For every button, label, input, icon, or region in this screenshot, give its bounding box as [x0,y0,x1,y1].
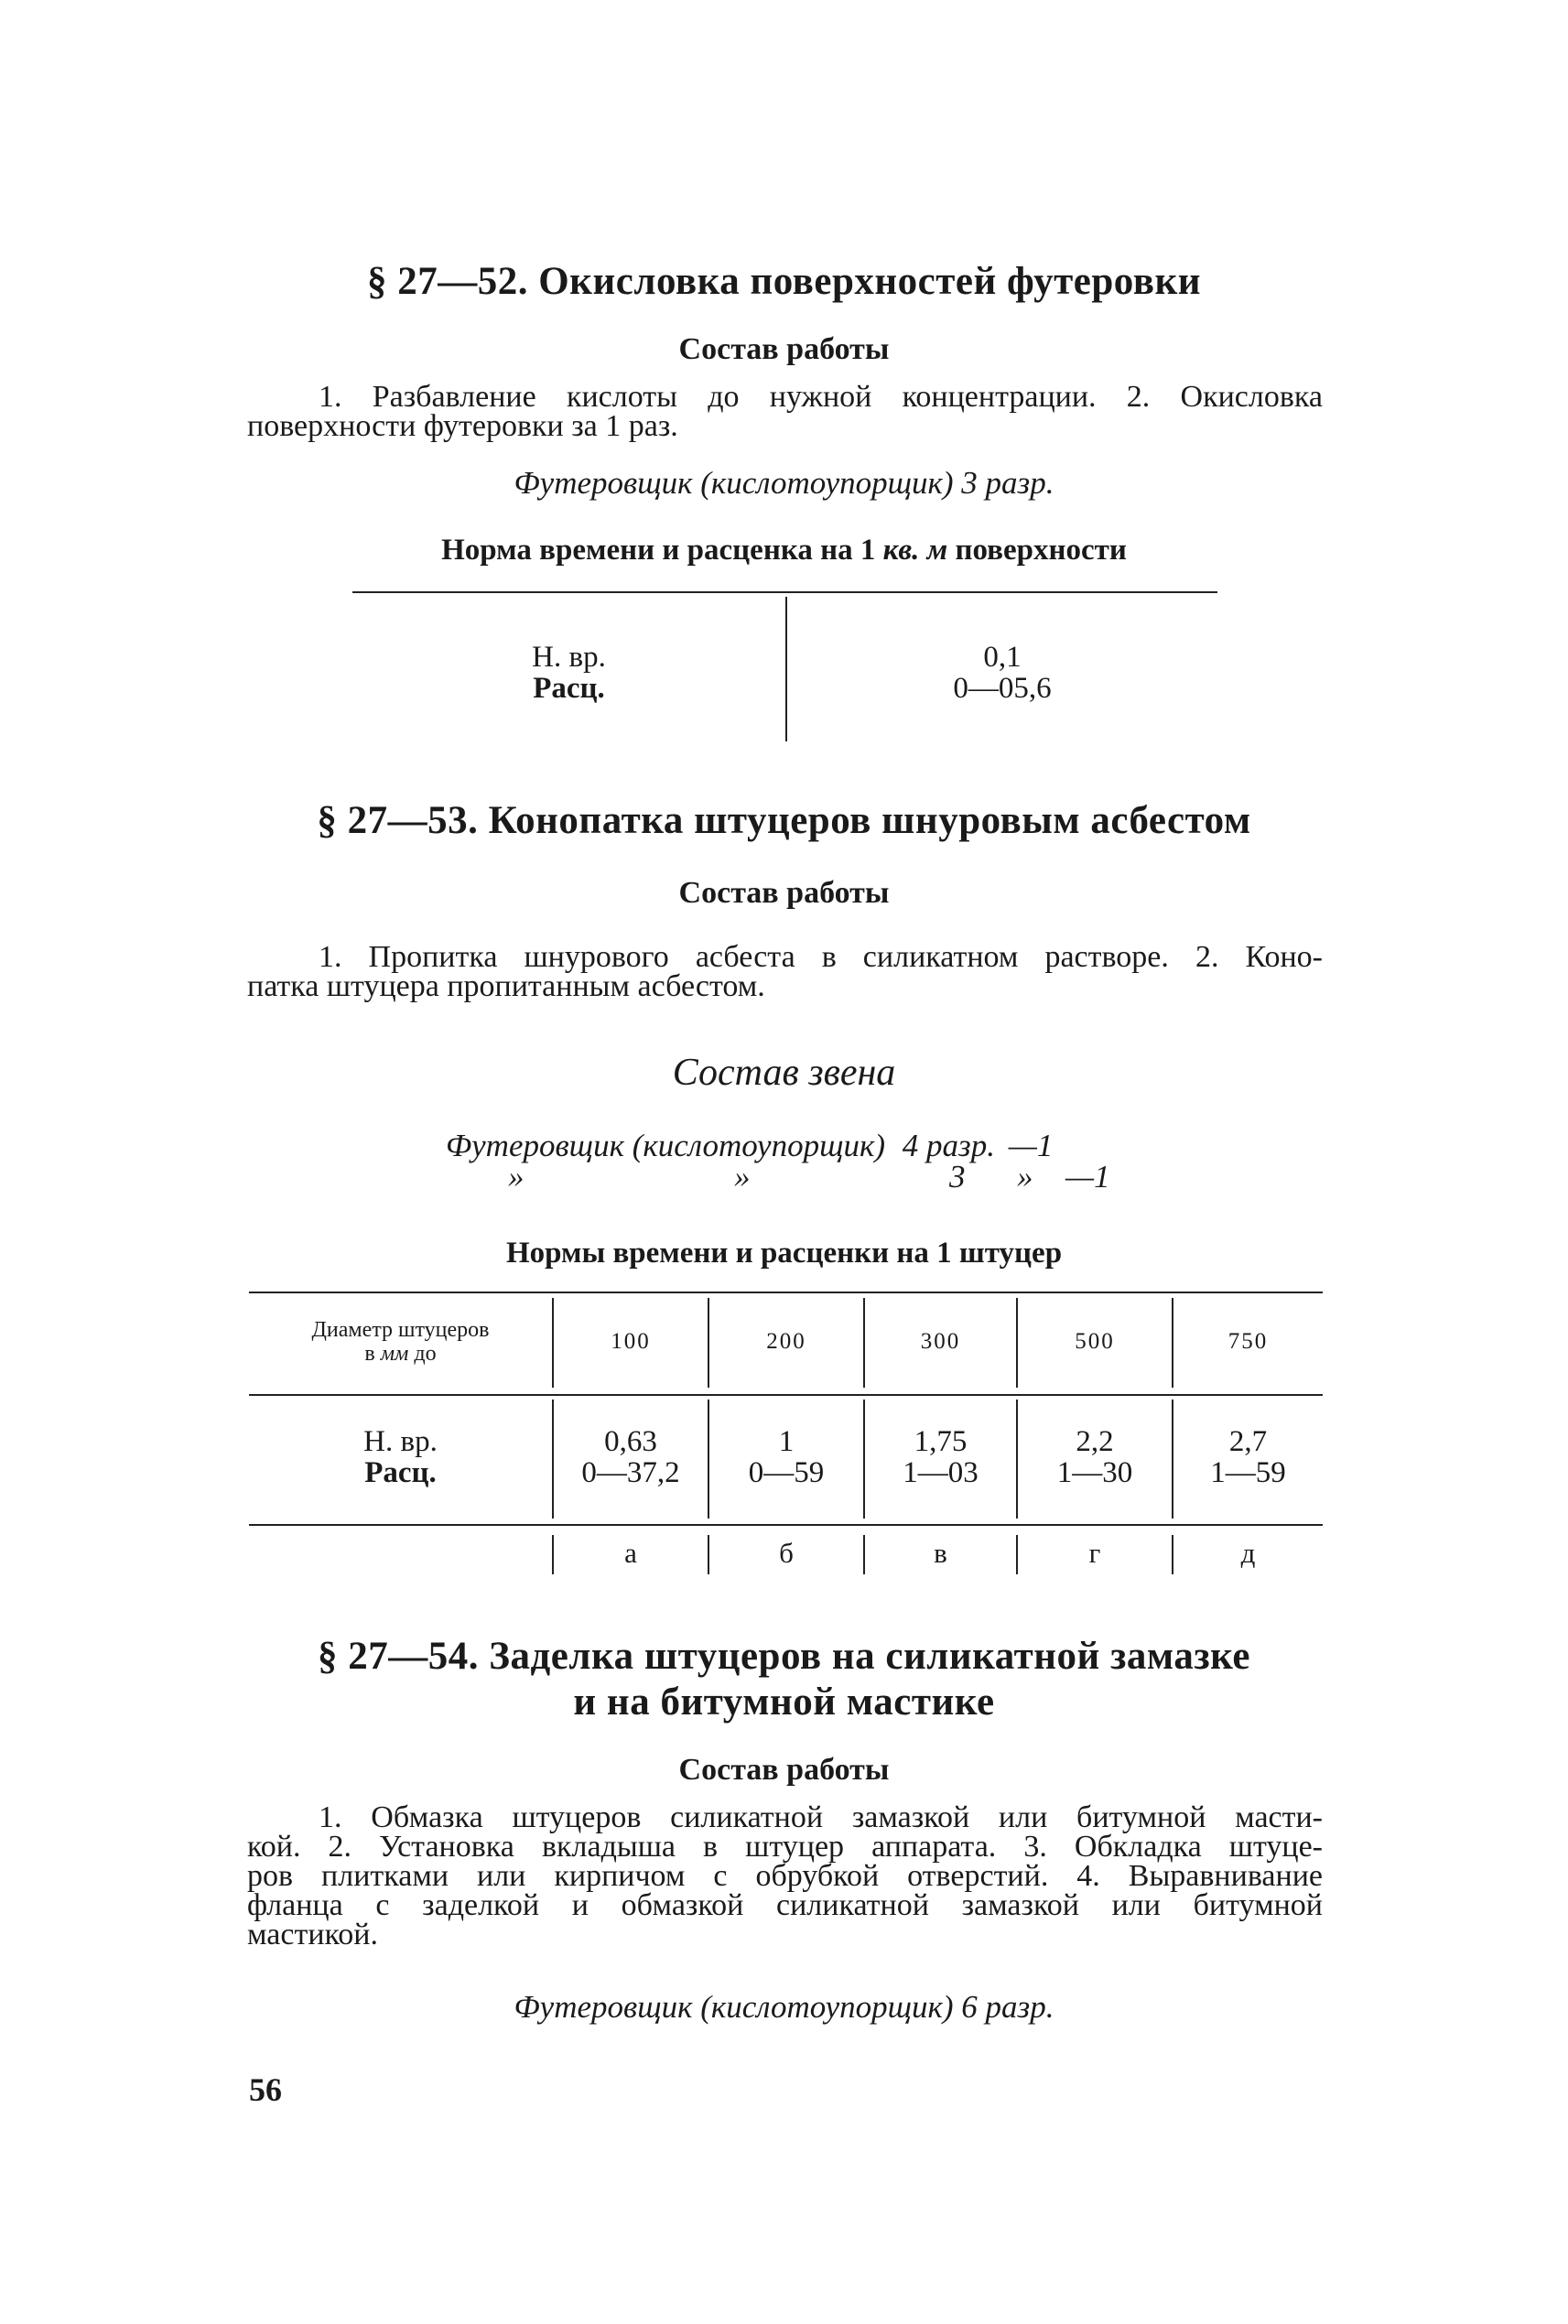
table-53-top-rule [249,1292,1323,1293]
norm-heading-text: Норма времени и расценка на 1 [441,534,883,567]
section-54-text-line-3: ров плитками или кирпичом с обрубкой отверстий. 4. Выравнивание [247,1859,1323,1893]
value-hvr: 1 [778,1425,795,1458]
section-53-text-line-2: патка штуцера пропитанным асбестом. [247,969,765,1003]
section-54-composition-heading: Состав работы [678,1753,890,1787]
table-53-col-g [1018,1426,1172,1488]
section-54-title-line-1: § 27—54. Заделка штуцеров на силикатной замазке [318,1635,1250,1678]
value-rasc: 0—59 [748,1456,825,1489]
header-suffix: до [408,1342,437,1366]
row-label-rasc: Расц. [533,672,605,705]
section-53-text-line-1: 1. Пропитка шнурового асбеста в силикатном растворе. 2. Коно- [319,940,1323,974]
diameter-750: 750 [1227,1329,1269,1354]
row-label-hvr: Н. вр. [532,641,606,674]
column-letter-d: д [1240,1537,1256,1569]
section-54-title-line-2: и на битумной мастике [573,1681,995,1724]
value-hvr: 0,1 [983,641,1022,674]
section-52-worker: Футеровщик (кислотоупорщик) 3 разр. [514,465,1054,501]
section-52-text-line-1: 1. Разбавление кислоты до нужной концентрации. 2. Окисловка [319,380,1323,414]
crew-grade-3: 3 [949,1159,966,1194]
section-53-composition-heading: Состав работы [678,876,890,910]
section-53-norm-heading: Нормы времени и расценки на 1 штуцер [505,1237,1063,1270]
section-52-norm-heading [0,534,1568,567]
table-53-col-b [709,1426,863,1488]
header-prefix: в [364,1342,381,1366]
section-52-text-line-2: поверхности футеровки за 1 раз. [247,409,678,443]
norm-heading-unit: кв. м [882,534,948,567]
section-52-composition-heading: Состав работы [678,332,890,366]
table-53-col-d [1173,1426,1323,1488]
section-54-text-line-1: 1. Обмазка штуцеров силикатной замазкой или битумной масти- [319,1800,1323,1834]
header-unit: мм [380,1342,409,1366]
crew-count-2: —1 [1065,1159,1110,1194]
column-letter-a: а [624,1537,637,1569]
section-53-title: § 27—53. Конопатка штуцеров шнуровым асбестом [317,799,1251,842]
crew-line-2 [0,1159,1568,1195]
column-letter-v: в [934,1537,947,1569]
value-rasc: 0—37,2 [581,1456,680,1489]
norm-heading-text-end: поверхности [947,534,1127,567]
table-53-header-rule [249,1394,1323,1396]
page-number: 56 [249,2071,282,2108]
crew-role: Футеровщик (кислотоупорщик) [446,1128,886,1163]
section-52-text [247,380,1323,443]
table-52-labels [352,642,785,704]
section-54-text-line-5: мастикой. [247,1918,379,1951]
ditto-mark: » [1017,1159,1033,1194]
table-53-row-labels [249,1426,552,1488]
value-hvr: 2,7 [1228,1425,1268,1458]
column-letter-g: г [1088,1537,1101,1569]
row-label-rasc: Расц. [364,1456,437,1489]
value-rasc: 1—30 [1056,1456,1133,1489]
header-line-2 [249,1342,552,1366]
ditto-mark: » [508,1159,524,1194]
table-53-bottom-rule [249,1524,1323,1526]
section-54-text [247,1800,1323,1951]
value-rasc: 1—03 [903,1456,979,1489]
section-53-crew-heading: Состав звена [672,1052,896,1094]
value-hvr: 2,2 [1076,1425,1114,1458]
row-label-hvr: Н. вр. [363,1425,438,1458]
diameter-500: 500 [1075,1329,1115,1354]
diameter-100: 100 [611,1329,651,1354]
section-54-text-line-2: кой. 2. Установка вкладыша в штуцер аппарата. 3. Обкладка штуце- [247,1830,1323,1864]
value-rasc: 0—05,6 [953,672,1052,705]
value-hvr: 0,63 [604,1425,657,1458]
ditto-mark: » [734,1159,751,1194]
crew-grade-4: 4 разр. [902,1128,995,1163]
section-54-worker: Футеровщик (кислотоупорщик) 6 разр. [514,1989,1054,2025]
diameter-300: 300 [920,1329,961,1354]
table-53-col-a [554,1426,708,1488]
table-52-top-rule [352,591,1217,593]
header-line-1: Диаметр штуцеров [311,1318,490,1342]
table-52-values [787,642,1217,704]
value-hvr: 1,75 [914,1425,968,1458]
diameter-200: 200 [766,1329,806,1354]
table-53-header-label [249,1318,552,1366]
column-letter-b: б [779,1537,794,1569]
section-52-title: § 27—52. Окисловка поверхностей футеровки [366,260,1201,303]
value-rasc: 1—59 [1210,1456,1286,1489]
table-53-col-v [865,1426,1016,1488]
section-53-text [247,940,1323,1003]
crew-count-1: —1 [1008,1128,1054,1163]
section-54-text-line-4: фланца с заделкой и обмазкой силикатной замазкой или битумной [247,1888,1323,1922]
